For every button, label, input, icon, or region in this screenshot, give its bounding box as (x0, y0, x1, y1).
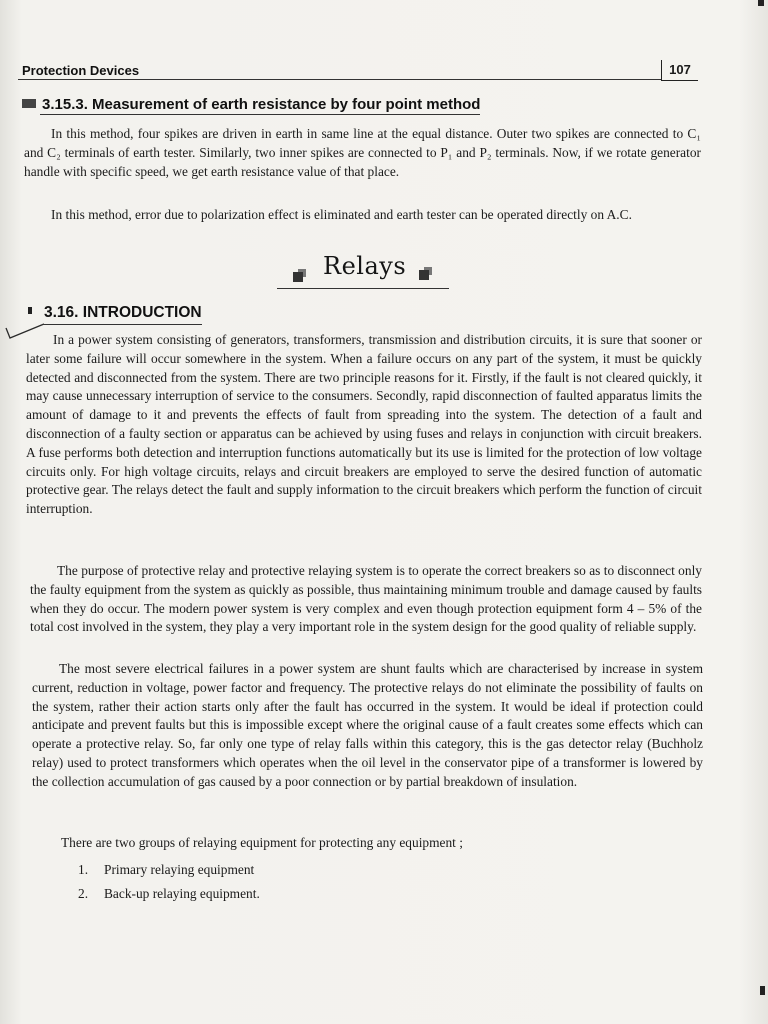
decorative-cube-icon-left (293, 272, 303, 282)
list-item (78, 862, 254, 878)
section-heading-text: 3.16. INTRODUCTION (44, 304, 202, 321)
page-edge-mark (760, 986, 765, 995)
section-heading-underline (42, 324, 202, 325)
section-heading-3-16 (30, 304, 202, 322)
list-item (78, 886, 260, 902)
list-item-number: 1. (78, 862, 89, 877)
chapter-title: Relays (323, 252, 407, 280)
section-heading-text: 3.15.3. Measurement of earth resistance by four point method (42, 96, 481, 113)
paragraph-shunt-faults: The most severe electrical failures in a power system are shunt faults which are characterised by increase in system current, reduction in voltage, power factor and frequency. The protective relays do not eliminate the possibility of faults on the system, rather their action starts only after the fault has occurred in the system. It would be ideal if protection could anticipate and prevent faults but this is impossible except where the original cause of a fault creates some effects which can operate a protective relay. So, far only one type of relay falls within this category, this is the gas detector relay (Buchholz relay) used to protect transformers which operates when the oil level in the conservator pipe of a transformer is lowered by the collection accumulation of gas caused by a poor connection or by partial breakdown of insulation. (32, 661, 703, 789)
chapter-title-rule (277, 288, 449, 289)
list-item-text: Primary relaying equipment (104, 862, 255, 877)
paragraph-purpose: The purpose of protective relay and protective relaying system is to operate the correct breakers so as to disconnect only the faulty equipment from the system as quickly as possible, thus maintaining minimum trouble and damage caused by faults when they do occur. The modern power system is very complex and even though protection equipment form 4 – 5% of the total cost involved in the system, they play a very important role in the system design for the good quality of reliable supply. (30, 563, 702, 635)
section-marker-icon (22, 99, 36, 108)
paragraph-introduction: In a power system consisting of generators, transformers, transmission and distribution circuits, it is sure that sooner or later some failure will occur somewhere in the system. When a failure occurs on any part of the system, it must be quickly detected and disconnected from the system. There are two principle reasons for it. Firstly, if the fault is not cleared quickly, it may cause unnecessary interruption of service to the consumers. Secondly, rapid disconnection of faulted apparatus limits the amount of damage to it and prevents the effects of fault from spreading into the system. The detection of a fault and disconnection of a faulty section or apparatus can be achieved by using fuses and relays in conjunction with circuit breakers. A fuse performs both detection and interruption functions automatically but its use is limited for the protection of low voltage circuits only. For high voltage circuits, relays and circuit breakers are employed to serve the desired function of automatic protective gear. The relays detect the fault and supply information to the circuit breakers which perform the function of circuit interruption. (26, 332, 702, 517)
chapter-title-block (277, 252, 449, 292)
header-title: Protection Devices (22, 63, 140, 78)
list-item-number: 2. (78, 886, 89, 901)
page-number: 107 (661, 60, 698, 81)
header-rule (18, 79, 662, 80)
page-edge-mark (758, 0, 764, 6)
decorative-cube-icon-right (419, 270, 429, 280)
paragraph-polarization: In this method, error due to polarization effect is eliminated and earth tester can be operated directly on A.C. (51, 207, 632, 222)
paragraph-two-groups: There are two groups of relaying equipment for protecting any equipment ; (61, 835, 463, 850)
running-header (18, 60, 700, 82)
heading-bullet-icon (28, 307, 32, 314)
list-item-text: Back-up relaying equipment. (104, 886, 260, 901)
paragraph-four-point-method: In this method, four spikes are driven in earth in same line at the equal distance. Outer two spikes are connected to C₁ and C₂ terminals of earth tester. Similarly, two inner spikes are connected to P₁ and P₂ terminals. Now, if we rotate generator handle with specific speed, we get earth resistance value of that place. (24, 126, 701, 179)
section-heading-3-15-3 (22, 96, 480, 113)
section-heading-underline (40, 114, 480, 115)
